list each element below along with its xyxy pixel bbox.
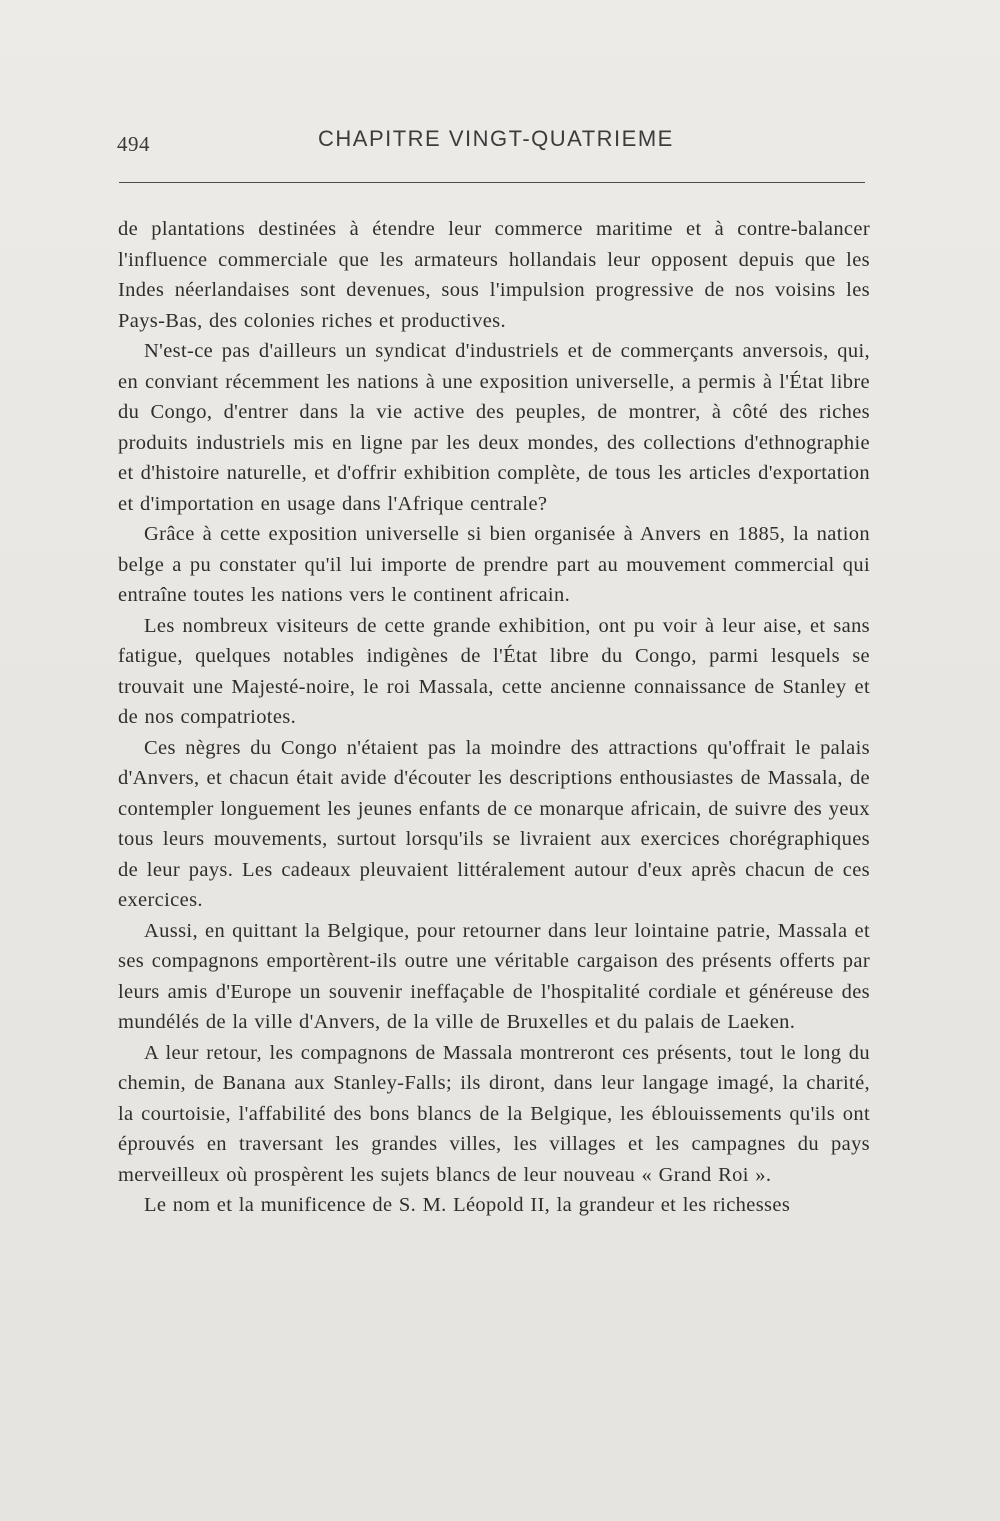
paragraph: Les nombreux visiteurs de cette grande exhibition, ont pu voir à leur aise, et sans fatigue, quelques notables indigènes de l'État libre du Congo, parmi lesquels se trouvait une Majesté-noire, le roi Massala, cette ancienne connaissance de Stanley et de nos compatriotes. bbox=[118, 614, 870, 728]
page-header bbox=[117, 126, 865, 162]
body-text bbox=[118, 214, 870, 1221]
paragraph: de plantations destinées à étendre leur commerce maritime et à contre-balancer l'influence commerciale que les armateurs hollandais leur opposent depuis que les Indes néerlandaises sont devenues, sous l'impulsion progressive de nos voisins les Pays-Bas, des colonies riches et productives. bbox=[118, 218, 870, 332]
paragraph: A leur retour, les compagnons de Massala montreront ces présents, tout le long du chemin, de Banana aux Stanley-Falls; ils diront, dans leur langage imagé, la charité, la courtoisie, l'affabilité des bons blancs de la Belgique, les éblouissements qu'ils ont éprouvés en traversant les grandes villes, les villages et les campagnes du pays merveilleux où prospèrent les sujets blancs de leur nouveau « Grand Roi ». bbox=[118, 1041, 870, 1186]
paragraph: Grâce à cette exposition universelle si bien organisée à Anvers en 1885, la nation belge a pu constater qu'il lui importe de prendre part au mouvement commercial qui entraîne toutes les nations vers le continent africain. bbox=[118, 523, 870, 606]
header-rule bbox=[119, 182, 865, 183]
paragraph: N'est-ce pas d'ailleurs un syndicat d'industriels et de commerçants anversois, qui, en conviant récemment les nations à une exposition universelle, a permis à l'État libre du Congo, d'entrer dans la vie active des peuples, de montrer, à côté des riches produits industriels mis en ligne par les deux mondes, des collections d'ethnographie et d'histoire naturelle, et d'offrir exhibition complète, de tous les articles d'exportation et d'importation en usage dans l'Afrique centrale? bbox=[118, 340, 870, 515]
paragraph: Le nom et la munificence de S. M. Léopold II, la grandeur et les richesses bbox=[144, 1194, 791, 1216]
paragraph: Aussi, en quittant la Belgique, pour retourner dans leur lointaine patrie, Massala et ses compagnons emportèrent-ils outre une véritable cargaison des présents offerts par leurs amis d'Europe un souvenir ineffaçable de l'hospitalité cordiale et généreuse des mundélés de la ville d'Anvers, de la ville de Bruxelles et du palais de Laeken. bbox=[118, 919, 870, 1033]
paragraph: Ces nègres du Congo n'étaient pas la moindre des attractions qu'offrait le palais d'Anvers, et chacun était avide d'écouter les descriptions enthousiastes de Massala, de contempler longuement les jeunes enfants de ce monarque africain, de suivre des yeux tous leurs mouvements, surtout lorsqu'ils se livraient aux exercices chorégraphiques de leur pays. Les cadeaux pleuvaient littéralement autour d'eux après chacun de ces exercices. bbox=[118, 736, 870, 911]
page-number: 494 bbox=[117, 132, 150, 156]
running-title: CHAPITRE VINGT-QUATRIEME bbox=[318, 126, 674, 151]
